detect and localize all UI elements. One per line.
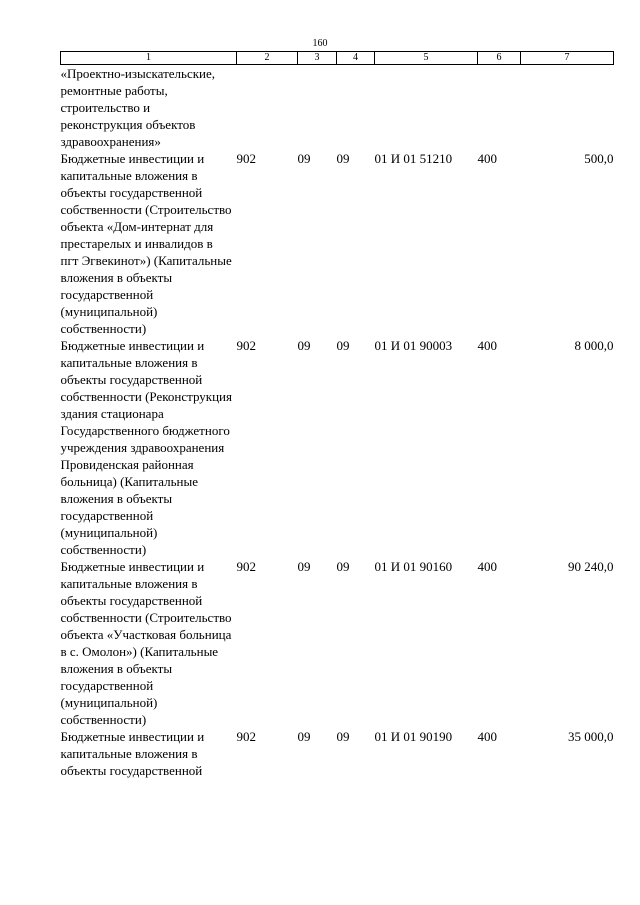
row-vr: 400: [477, 729, 497, 744]
header-col-2: 2: [237, 52, 298, 65]
row-vr: 400: [477, 559, 497, 574]
header-col-3: 3: [298, 52, 337, 65]
row-gr: [237, 65, 298, 151]
row-name: Бюджетные инвестиции и капитальные вложения в объекты государственной собственности (Строительство объекта «Участковая больница в с. Омолон») (Капитальные вложения в объекты государственной (муниципальной) собственности): [60, 559, 232, 727]
page-number: 160: [312, 38, 328, 49]
row-name: «Проектно-изыскательские, ремонтные работы, строительство и реконструкция объектов здравоохранения»: [60, 66, 216, 149]
row-gr: 902: [236, 559, 256, 574]
header-col-4: 4: [337, 52, 375, 65]
table-row: [61, 728, 614, 779]
table-row: [61, 337, 614, 558]
row-gr: 902: [236, 151, 256, 166]
row-vr: 400: [477, 151, 497, 166]
row-rz: [298, 65, 337, 151]
row-rz: 09: [297, 559, 311, 574]
row-csr: 01 И 01 90003: [374, 338, 453, 353]
row-rz: 09: [297, 338, 311, 353]
row-name: Бюджетные инвестиции и капитальные вложения в объекты государственной: [60, 729, 205, 778]
budget-table: [60, 51, 614, 779]
row-vr: 400: [477, 338, 497, 353]
header-col-1: 1: [61, 52, 237, 65]
header-col-5: 5: [375, 52, 478, 65]
table-header: [61, 52, 614, 65]
header-col-6: 6: [478, 52, 521, 65]
row-pr: [337, 65, 375, 151]
row-name: Бюджетные инвестиции и капитальные вложения в объекты государственной собственности (Реконструкция здания стационара Государственного бюджетного учреждения здравоохранения Провиденская районная больница) (Капитальные вложения в объекты государственной (муниципальной) собственности): [60, 338, 232, 557]
row-sum: 500,0: [584, 151, 614, 166]
row-gr: 902: [236, 729, 256, 744]
row-csr: 01 И 01 51210: [374, 151, 453, 166]
row-csr: 01 И 01 90190: [374, 729, 453, 744]
header-col-7: 7: [521, 52, 614, 65]
row-pr: 09: [336, 559, 350, 574]
row-csr: 01 И 01 90160: [374, 559, 453, 574]
row-pr: 09: [336, 338, 350, 353]
row-sum: 35 000,0: [568, 729, 614, 744]
header-row: [61, 52, 614, 65]
table-row: [61, 150, 614, 337]
table-body: [61, 65, 614, 780]
row-pr: 09: [336, 729, 350, 744]
row-rz: 09: [297, 729, 311, 744]
row-rz: 09: [297, 151, 311, 166]
row-name: Бюджетные инвестиции и капитальные вложения в объекты государственной собственности (Строительство объекта «Дом-интернат для престарелых и инвалидов в пгт Эгвекинот») (Капитальные вложения в объекты государственной (муниципальной) собственности): [60, 151, 232, 336]
row-vr: [478, 65, 521, 151]
table-row: [61, 65, 614, 151]
row-sum: 8 000,0: [574, 338, 614, 353]
row-sum: [521, 65, 614, 151]
row-csr: [375, 65, 478, 151]
row-pr: 09: [336, 151, 350, 166]
table-row: [61, 558, 614, 728]
row-sum: 90 240,0: [568, 559, 614, 574]
row-gr: 902: [236, 338, 256, 353]
